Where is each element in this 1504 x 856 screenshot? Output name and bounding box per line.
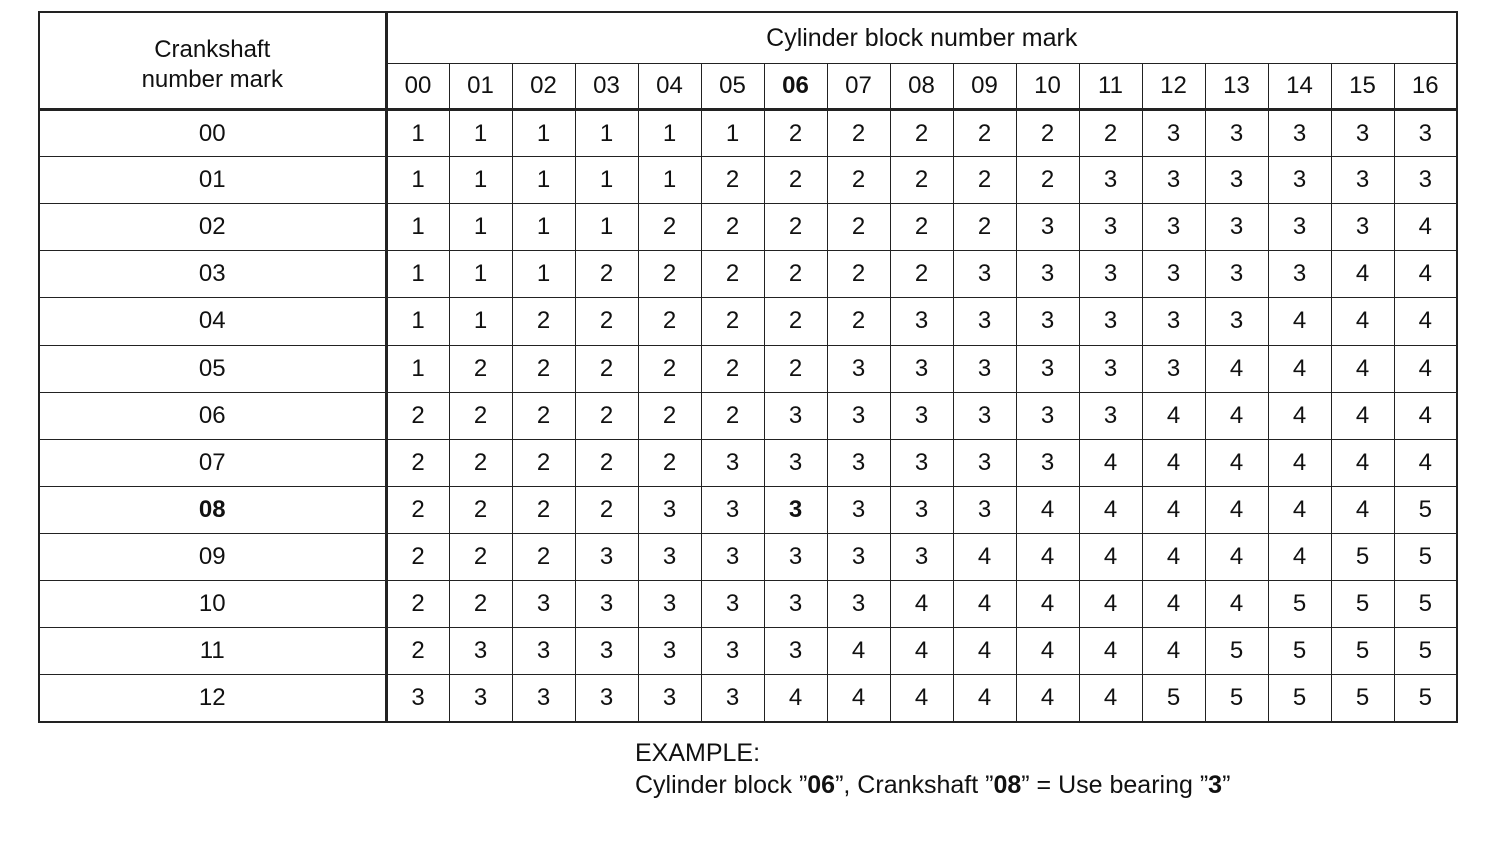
table-cell: 3 (701, 439, 764, 486)
table-cell: 2 (512, 345, 575, 392)
table-cell: 4 (1142, 439, 1205, 486)
table-cell: 2 (890, 204, 953, 251)
table-cell: 3 (512, 675, 575, 722)
table-cell: 2 (575, 298, 638, 345)
table-cell: 1 (449, 110, 512, 157)
row-header: 10 (39, 581, 386, 628)
table-cell: 2 (764, 251, 827, 298)
table-cell: 2 (890, 110, 953, 157)
table-cell: 3 (953, 298, 1016, 345)
table-cell: 4 (1268, 533, 1331, 580)
table-row (39, 533, 1457, 580)
table-cell: 3 (1079, 392, 1142, 439)
example-heading: EXAMPLE: (635, 739, 761, 767)
table-cell: 4 (1394, 251, 1457, 298)
table-cell: 4 (1205, 581, 1268, 628)
table-cell: 3 (701, 581, 764, 628)
table-cell: 5 (1394, 675, 1457, 722)
table-cell: 1 (386, 298, 449, 345)
table-cell: 3 (386, 675, 449, 722)
table-cell: 3 (1142, 110, 1205, 157)
table-body (39, 110, 1457, 723)
column-header: 08 (890, 64, 953, 110)
table-cell: 2 (512, 392, 575, 439)
table-cell: 2 (575, 345, 638, 392)
table-cell: 2 (638, 298, 701, 345)
table-cell: 4 (1205, 345, 1268, 392)
table-cell: 3 (1205, 251, 1268, 298)
row-header: 02 (39, 204, 386, 251)
table-cell: 4 (1205, 439, 1268, 486)
example-note (635, 737, 1230, 801)
example-block-value: 06 (807, 771, 836, 799)
table-cell: 5 (1331, 581, 1394, 628)
table-cell: 2 (1016, 157, 1079, 204)
table-cell: 2 (701, 392, 764, 439)
table-cell: 4 (1016, 533, 1079, 580)
row-header: 05 (39, 345, 386, 392)
table-cell: 2 (953, 157, 1016, 204)
table-cell: 5 (1394, 628, 1457, 675)
table-row (39, 298, 1457, 345)
table-cell: 3 (1268, 157, 1331, 204)
table-cell: 5 (1394, 581, 1457, 628)
table-cell: 3 (764, 392, 827, 439)
table-cell: 2 (953, 204, 1016, 251)
table-row (39, 204, 1457, 251)
bearing-selection-table (38, 11, 1458, 723)
table-cell: 2 (701, 204, 764, 251)
table-cell: 3 (1016, 392, 1079, 439)
row-header: 01 (39, 157, 386, 204)
table-cell: 2 (512, 439, 575, 486)
table-cell: 4 (1394, 298, 1457, 345)
table-cell: 3 (638, 675, 701, 722)
table-cell: 3 (1394, 110, 1457, 157)
table-cell: 3 (1142, 157, 1205, 204)
table-cell: 3 (575, 628, 638, 675)
table-cell: 4 (1331, 392, 1394, 439)
column-header: 11 (1079, 64, 1142, 110)
table-cell: 4 (764, 675, 827, 722)
column-header: 15 (1331, 64, 1394, 110)
table-cell: 3 (1016, 204, 1079, 251)
table-cell: 3 (827, 486, 890, 533)
table-cell: 2 (827, 251, 890, 298)
table-cell: 2 (575, 439, 638, 486)
column-header: 05 (701, 64, 764, 110)
table-cell: 3 (638, 628, 701, 675)
table-cell: 1 (386, 345, 449, 392)
table-row (39, 581, 1457, 628)
table-cell: 2 (638, 392, 701, 439)
table-cell: 2 (701, 298, 764, 345)
table-cell: 4 (1268, 486, 1331, 533)
table-cell: 2 (764, 157, 827, 204)
table-cell: 5 (1331, 533, 1394, 580)
crankshaft-header-line1: Crankshaft (154, 35, 271, 63)
table-cell: 1 (386, 204, 449, 251)
table-cell: 4 (1079, 628, 1142, 675)
table-cell: 3 (1268, 110, 1331, 157)
table-cell: 3 (953, 439, 1016, 486)
table-cell: 4 (1268, 439, 1331, 486)
table-cell: 2 (449, 533, 512, 580)
table-cell: 4 (890, 581, 953, 628)
table-cell: 4 (953, 533, 1016, 580)
table-cell: 2 (386, 628, 449, 675)
table-row (39, 110, 1457, 157)
table-cell: 3 (638, 581, 701, 628)
example-end: ” (1222, 771, 1231, 799)
table-cell: 3 (1268, 204, 1331, 251)
table-cell: 3 (512, 628, 575, 675)
table-cell: 1 (575, 110, 638, 157)
table-cell: 4 (1205, 533, 1268, 580)
table-cell: 3 (1079, 157, 1142, 204)
table-cell: 2 (638, 439, 701, 486)
table-cell: 2 (1079, 110, 1142, 157)
table-cell: 1 (638, 110, 701, 157)
table-cell: 2 (386, 392, 449, 439)
table-cell: 3 (701, 628, 764, 675)
table-cell: 2 (449, 392, 512, 439)
table-cell: 4 (1142, 628, 1205, 675)
table-cell: 3 (1142, 345, 1205, 392)
row-header: 04 (39, 298, 386, 345)
table-cell: 2 (1016, 110, 1079, 157)
table-cell: 3 (701, 533, 764, 580)
table-cell: 4 (1142, 392, 1205, 439)
table-cell: 3 (953, 486, 1016, 533)
table-cell: 2 (827, 298, 890, 345)
column-header: 14 (1268, 64, 1331, 110)
table-cell: 3 (953, 392, 1016, 439)
table-cell: 4 (1079, 675, 1142, 722)
table-cell: 3 (827, 439, 890, 486)
column-header: 06 (764, 64, 827, 110)
table-row (39, 345, 1457, 392)
table-cell: 5 (1205, 675, 1268, 722)
row-header: 06 (39, 392, 386, 439)
table-cell: 5 (1331, 675, 1394, 722)
table-cell: 3 (1016, 345, 1079, 392)
table-cell: 4 (1079, 439, 1142, 486)
table-cell: 2 (449, 581, 512, 628)
table-cell: 4 (1142, 486, 1205, 533)
table-cell: 5 (1331, 628, 1394, 675)
table-cell: 3 (890, 533, 953, 580)
table-cell: 4 (1016, 675, 1079, 722)
table-cell: 4 (890, 675, 953, 722)
table-cell: 1 (449, 298, 512, 345)
table-cell: 4 (1331, 298, 1394, 345)
table-cell: 3 (1331, 204, 1394, 251)
table-cell: 3 (1205, 110, 1268, 157)
table-cell: 3 (1079, 251, 1142, 298)
table-cell: 3 (638, 486, 701, 533)
table-cell: 2 (386, 439, 449, 486)
table-cell: 4 (1331, 486, 1394, 533)
table-cell: 3 (1016, 439, 1079, 486)
table-row (39, 675, 1457, 722)
table-cell: 3 (890, 486, 953, 533)
table-cell: 3 (764, 486, 827, 533)
group-header-row (39, 12, 1457, 64)
table-cell: 3 (764, 628, 827, 675)
table-cell: 4 (1394, 345, 1457, 392)
table-cell: 2 (701, 251, 764, 298)
table-cell: 1 (512, 204, 575, 251)
table-cell: 4 (1016, 628, 1079, 675)
table-row (39, 392, 1457, 439)
table-cell: 2 (575, 251, 638, 298)
table-cell: 1 (638, 157, 701, 204)
column-header: 02 (512, 64, 575, 110)
table-cell: 2 (890, 157, 953, 204)
table-cell: 5 (1142, 675, 1205, 722)
table-cell: 3 (1205, 298, 1268, 345)
table-cell: 4 (1331, 345, 1394, 392)
table-cell: 2 (638, 251, 701, 298)
table-cell: 2 (764, 345, 827, 392)
table-cell: 3 (512, 581, 575, 628)
row-header: 00 (39, 110, 386, 157)
table-cell: 3 (701, 675, 764, 722)
table-cell: 4 (890, 628, 953, 675)
table-cell: 3 (701, 486, 764, 533)
table-cell: 1 (701, 110, 764, 157)
table-cell: 4 (827, 675, 890, 722)
table-cell: 1 (386, 251, 449, 298)
crankshaft-header-line2: number mark (141, 65, 283, 93)
table-cell: 4 (1394, 439, 1457, 486)
example-middle: ”, Crankshaft ” (835, 771, 994, 799)
table-cell: 4 (953, 675, 1016, 722)
table-row (39, 628, 1457, 675)
table-cell: 3 (1079, 204, 1142, 251)
table-cell: 3 (638, 533, 701, 580)
table-cell: 2 (386, 581, 449, 628)
table-cell: 4 (1268, 298, 1331, 345)
example-crank-value: 08 (993, 771, 1022, 799)
table-cell: 2 (764, 204, 827, 251)
table-cell: 3 (1016, 251, 1079, 298)
table-cell: 2 (512, 486, 575, 533)
table-cell: 3 (827, 392, 890, 439)
table-cell: 4 (1016, 581, 1079, 628)
table-cell: 1 (449, 204, 512, 251)
table-row (39, 157, 1457, 204)
table-cell: 3 (1331, 110, 1394, 157)
column-header: 04 (638, 64, 701, 110)
table-cell: 4 (1331, 439, 1394, 486)
table-cell: 4 (1394, 204, 1457, 251)
table-cell: 5 (1268, 628, 1331, 675)
table-row (39, 486, 1457, 533)
table-cell: 1 (386, 157, 449, 204)
table-cell: 3 (575, 533, 638, 580)
table-cell: 3 (575, 675, 638, 722)
table-cell: 3 (764, 581, 827, 628)
table-cell: 5 (1205, 628, 1268, 675)
row-header: 12 (39, 675, 386, 722)
example-suffix: ” = Use bearing ” (1021, 771, 1209, 799)
column-header: 09 (953, 64, 1016, 110)
table-cell: 3 (1142, 204, 1205, 251)
table-cell: 4 (953, 581, 1016, 628)
row-header: 03 (39, 251, 386, 298)
table-cell: 3 (1331, 157, 1394, 204)
crankshaft-header (39, 12, 386, 110)
table-cell: 1 (512, 110, 575, 157)
table-cell: 3 (953, 345, 1016, 392)
table-row (39, 439, 1457, 486)
row-header: 07 (39, 439, 386, 486)
table-cell: 2 (827, 204, 890, 251)
table-cell: 4 (953, 628, 1016, 675)
table-cell: 3 (890, 392, 953, 439)
table-cell: 4 (1079, 486, 1142, 533)
table-cell: 2 (827, 110, 890, 157)
table-cell: 2 (701, 345, 764, 392)
table-cell: 2 (449, 439, 512, 486)
table-cell: 4 (827, 628, 890, 675)
table-cell: 3 (449, 675, 512, 722)
table-cell: 1 (575, 157, 638, 204)
table-cell: 1 (449, 251, 512, 298)
table-cell: 2 (575, 392, 638, 439)
row-header: 11 (39, 628, 386, 675)
table-cell: 5 (1394, 486, 1457, 533)
table-cell: 3 (449, 628, 512, 675)
table-cell: 3 (890, 439, 953, 486)
table-cell: 5 (1268, 675, 1331, 722)
table-cell: 4 (1142, 581, 1205, 628)
table-cell: 3 (827, 581, 890, 628)
example-text (635, 769, 1230, 801)
table-cell: 4 (1268, 345, 1331, 392)
column-header: 13 (1205, 64, 1268, 110)
table-cell: 3 (1205, 157, 1268, 204)
table-cell: 4 (1205, 392, 1268, 439)
column-header: 00 (386, 64, 449, 110)
table-cell: 4 (1331, 251, 1394, 298)
table-cell: 2 (512, 533, 575, 580)
table-cell: 3 (827, 533, 890, 580)
column-header: 01 (449, 64, 512, 110)
table-cell: 3 (1142, 251, 1205, 298)
cylinder-block-header: Cylinder block number mark (386, 12, 1457, 64)
table-cell: 2 (890, 251, 953, 298)
table-cell: 4 (1205, 486, 1268, 533)
table-cell: 2 (638, 345, 701, 392)
table-cell: 3 (1205, 204, 1268, 251)
table-cell: 3 (1079, 345, 1142, 392)
table-cell: 4 (1016, 486, 1079, 533)
table-cell: 3 (953, 251, 1016, 298)
table-cell: 2 (827, 157, 890, 204)
row-header: 08 (39, 486, 386, 533)
table-cell: 2 (764, 298, 827, 345)
table-cell: 4 (1394, 392, 1457, 439)
column-header: 07 (827, 64, 890, 110)
table-cell: 4 (1079, 533, 1142, 580)
example-bearing-value: 3 (1208, 771, 1223, 799)
column-header: 12 (1142, 64, 1205, 110)
table-cell: 4 (1079, 581, 1142, 628)
table-cell: 4 (1268, 392, 1331, 439)
table-cell: 2 (512, 298, 575, 345)
column-header: 16 (1394, 64, 1457, 110)
table-cell: 3 (1394, 157, 1457, 204)
row-header: 09 (39, 533, 386, 580)
table-cell: 2 (701, 157, 764, 204)
table-cell: 1 (449, 157, 512, 204)
table-cell: 2 (764, 110, 827, 157)
table-cell: 3 (1268, 251, 1331, 298)
column-header: 03 (575, 64, 638, 110)
table-cell: 1 (512, 157, 575, 204)
table-cell: 4 (1142, 533, 1205, 580)
table-cell: 2 (386, 486, 449, 533)
table-cell: 1 (386, 110, 449, 157)
column-header: 10 (1016, 64, 1079, 110)
table-cell: 5 (1394, 533, 1457, 580)
table-cell: 3 (890, 298, 953, 345)
table-cell: 3 (1142, 298, 1205, 345)
table-cell: 2 (638, 204, 701, 251)
table-cell: 2 (386, 533, 449, 580)
table-cell: 3 (764, 439, 827, 486)
table-cell: 3 (827, 345, 890, 392)
table-cell: 2 (575, 486, 638, 533)
table-cell: 2 (449, 486, 512, 533)
table-cell: 1 (512, 251, 575, 298)
table-cell: 3 (1016, 298, 1079, 345)
table-cell: 5 (1268, 581, 1331, 628)
table-row (39, 251, 1457, 298)
table-cell: 1 (575, 204, 638, 251)
table-cell: 2 (953, 110, 1016, 157)
table-cell: 2 (449, 345, 512, 392)
table-cell: 3 (890, 345, 953, 392)
table-cell: 3 (1079, 298, 1142, 345)
table-cell: 3 (764, 533, 827, 580)
table-cell: 3 (575, 581, 638, 628)
example-prefix: Cylinder block ” (635, 771, 808, 799)
